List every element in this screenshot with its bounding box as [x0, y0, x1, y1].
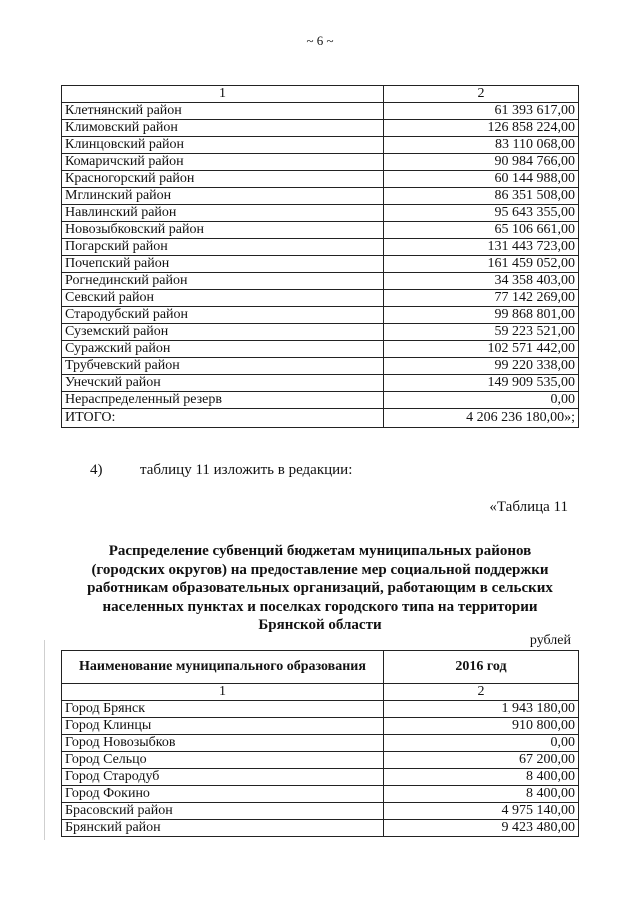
table-row — [62, 273, 579, 290]
row-value: 1 943 180,00 — [384, 701, 579, 718]
row-name: Красногорский район — [62, 171, 384, 188]
row-name: Нераспределенный резерв — [62, 392, 384, 409]
column-number-2: 2 — [384, 684, 579, 701]
row-name: Брянский район — [62, 820, 384, 837]
row-value: 65 106 661,00 — [384, 222, 579, 239]
row-value: 0,00 — [384, 392, 579, 409]
header-municipality: Наименование муниципального образования — [62, 651, 384, 684]
table-row — [62, 701, 579, 718]
table-row — [62, 358, 579, 375]
table-row — [62, 735, 579, 752]
row-value: 99 220 338,00 — [384, 358, 579, 375]
header-year: 2016 год — [384, 651, 579, 684]
table-row — [62, 752, 579, 769]
total-value: 4 206 236 180,00»; — [384, 409, 579, 428]
row-value: 4 975 140,00 — [384, 803, 579, 820]
row-name: Стародубский район — [62, 307, 384, 324]
row-value: 95 643 355,00 — [384, 205, 579, 222]
row-value: 161 459 052,00 — [384, 256, 579, 273]
row-name: Город Стародуб — [62, 769, 384, 786]
row-name: Климовский район — [62, 120, 384, 137]
row-name: Брасовский район — [62, 803, 384, 820]
row-name: Город Сельцо — [62, 752, 384, 769]
table-row — [62, 205, 579, 222]
row-name: Рогнединский район — [62, 273, 384, 290]
table-row — [62, 103, 579, 120]
table-row — [62, 324, 579, 341]
title-line: (городских округов) на предоставление мер социальной поддержки — [91, 561, 549, 578]
row-name: Трубчевский район — [62, 358, 384, 375]
table-label: «Таблица 11 — [489, 499, 568, 515]
row-value: 59 223 521,00 — [384, 324, 579, 341]
row-name: Почепский район — [62, 256, 384, 273]
row-name: Клинцовский район — [62, 137, 384, 154]
row-value: 131 443 723,00 — [384, 239, 579, 256]
table-row — [62, 786, 579, 803]
row-name: Навлинский район — [62, 205, 384, 222]
row-value: 9 423 480,00 — [384, 820, 579, 837]
title-line: Распределение субвенций бюджетам муниципальных районов — [108, 543, 532, 559]
table-row — [62, 718, 579, 735]
table-row — [62, 375, 579, 392]
table-row — [62, 290, 579, 307]
row-name: Погарский район — [62, 239, 384, 256]
table-row — [62, 222, 579, 239]
row-value: 910 800,00 — [384, 718, 579, 735]
row-value: 86 351 508,00 — [384, 188, 579, 205]
row-value: 0,00 — [384, 735, 579, 752]
total-row — [62, 409, 579, 428]
row-name: Город Клинцы — [62, 718, 384, 735]
row-value: 34 358 403,00 — [384, 273, 579, 290]
row-name: Суражский район — [62, 341, 384, 358]
title-line: населенных пунктах и поселках городского типа на территории — [102, 598, 538, 615]
title-line: Брянской области — [258, 617, 382, 633]
title-line: работникам образовательных организаций, работающим в сельских — [87, 580, 553, 596]
table-row — [62, 171, 579, 188]
margin-divider — [44, 640, 45, 840]
header-row — [62, 651, 579, 684]
table-row — [62, 256, 579, 273]
row-name: Новозыбковский район — [62, 222, 384, 239]
row-name: Город Новозыбков — [62, 735, 384, 752]
row-name: Клетнянский район — [62, 103, 384, 120]
table-title — [70, 542, 570, 635]
row-value: 60 144 988,00 — [384, 171, 579, 188]
table-row — [62, 820, 579, 837]
row-value: 77 142 269,00 — [384, 290, 579, 307]
instruction-text: таблицу 11 изложить в редакции: — [140, 462, 353, 478]
row-name: Мглинский район — [62, 188, 384, 205]
row-value: 126 858 224,00 — [384, 120, 579, 137]
column-number-2: 2 — [384, 86, 579, 103]
row-name: Севский район — [62, 290, 384, 307]
total-label: ИТОГО: — [62, 409, 384, 428]
row-name: Унечский район — [62, 375, 384, 392]
table-row — [62, 341, 579, 358]
row-value: 83 110 068,00 — [384, 137, 579, 154]
row-name: Город Брянск — [62, 701, 384, 718]
column-number-1: 1 — [62, 684, 384, 701]
row-name: Суземский район — [62, 324, 384, 341]
row-value: 102 571 442,00 — [384, 341, 579, 358]
units-label: рублей — [529, 633, 571, 648]
subsidy-table — [61, 650, 579, 837]
column-number-1: 1 — [62, 86, 384, 103]
row-value: 67 200,00 — [384, 752, 579, 769]
row-value: 61 393 617,00 — [384, 103, 579, 120]
table-row — [62, 803, 579, 820]
row-name: Город Фокино — [62, 786, 384, 803]
row-value: 149 909 535,00 — [384, 375, 579, 392]
row-value: 99 868 801,00 — [384, 307, 579, 324]
row-value: 8 400,00 — [384, 786, 579, 803]
budget-table-continued — [61, 85, 579, 428]
table-row — [62, 392, 579, 409]
table-row — [62, 307, 579, 324]
table-row — [62, 120, 579, 137]
table-row — [62, 137, 579, 154]
row-value: 8 400,00 — [384, 769, 579, 786]
instruction-number: 4) — [90, 462, 103, 478]
table-row — [62, 154, 579, 171]
amendment-instruction — [90, 462, 352, 479]
row-name: Комаричский район — [62, 154, 384, 171]
page-number: ~ 6 ~ — [306, 33, 334, 48]
table-row — [62, 769, 579, 786]
column-number-row — [62, 86, 579, 103]
table-row — [62, 239, 579, 256]
row-value: 90 984 766,00 — [384, 154, 579, 171]
column-number-row — [62, 684, 579, 701]
table-row — [62, 188, 579, 205]
